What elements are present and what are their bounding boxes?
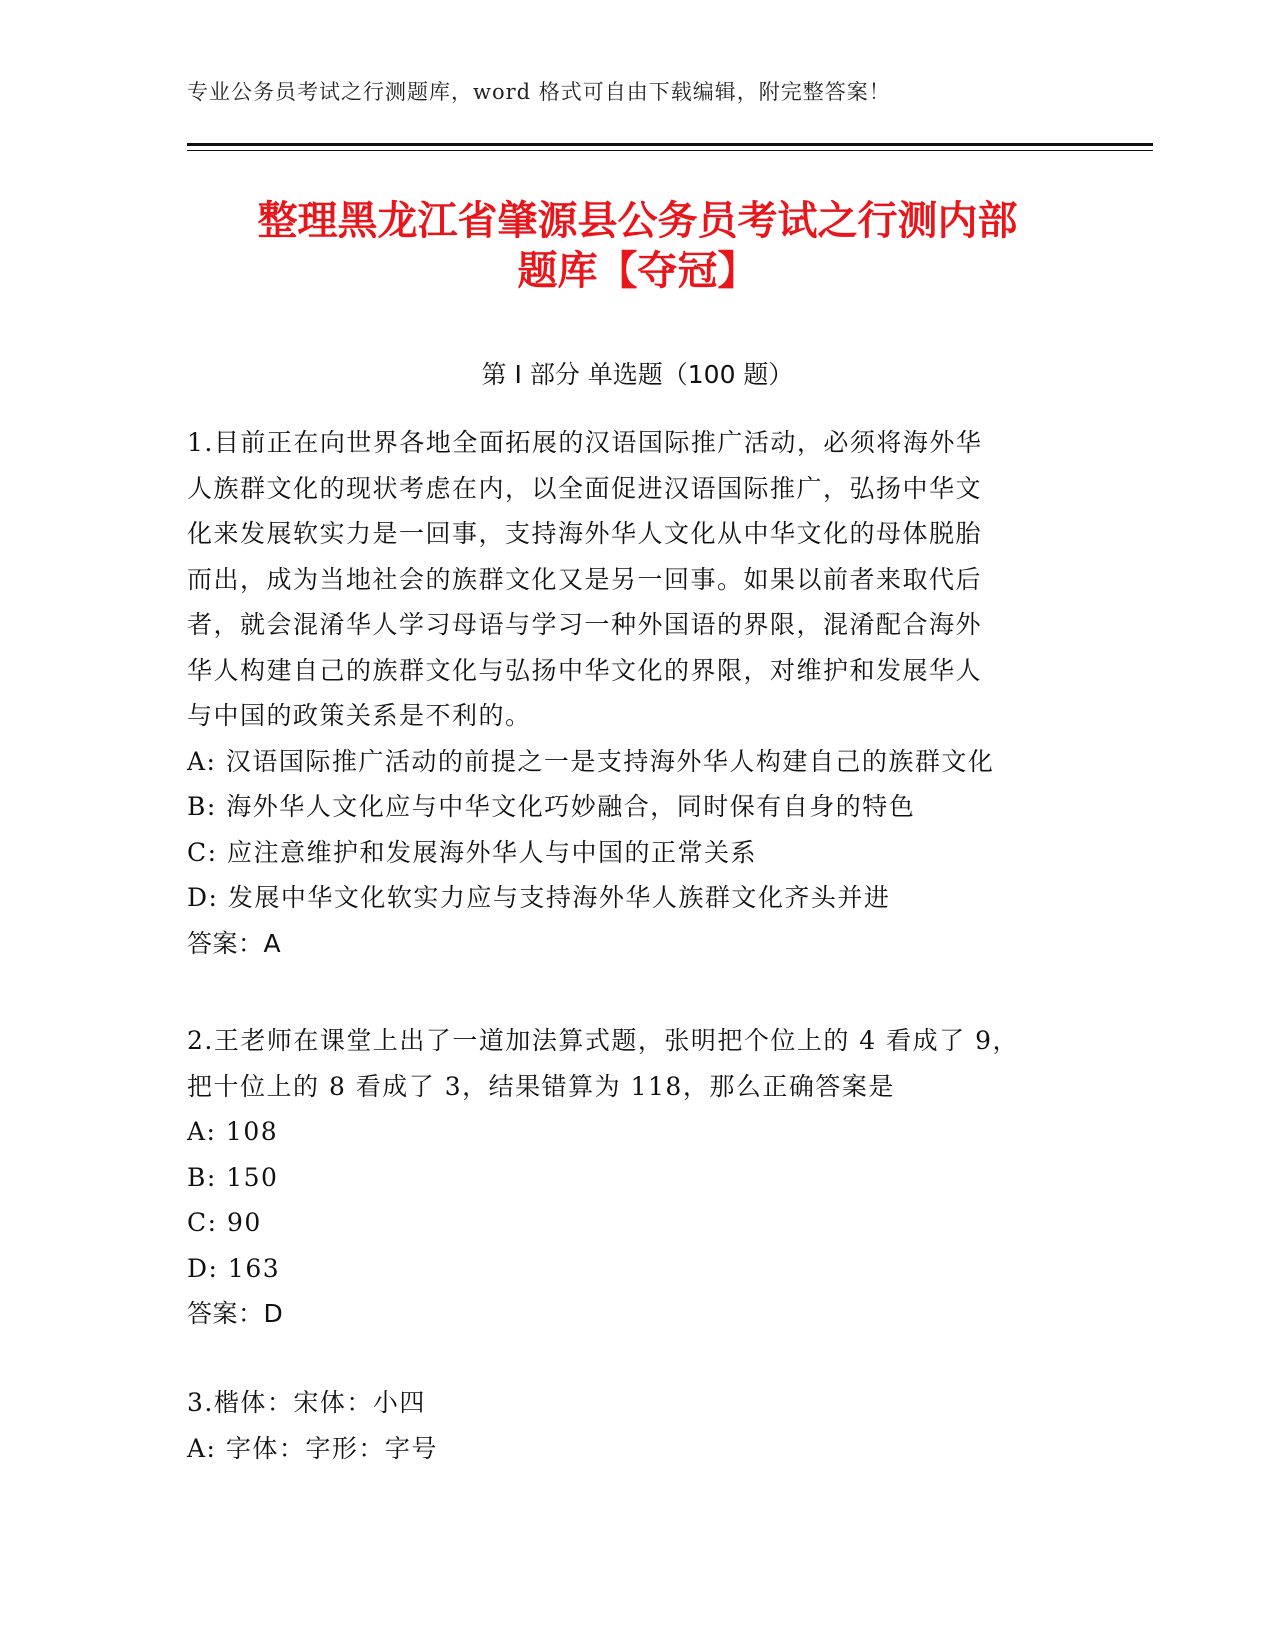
question-1-stem-line: 华人构建自己的族群文化与弘扬中华文化的界限，对维护和发展华人 bbox=[187, 655, 983, 685]
question-1-stem-line: 者，就会混淆华人学习母语与学习一种外国语的界限，混淆配合海外 bbox=[187, 610, 983, 639]
question-2-stem-line: 把十位上的 8 看成了 3，结果错算为 118，那么正确答案是 bbox=[187, 1071, 895, 1101]
question-1-answer: 答案：A bbox=[187, 928, 282, 958]
question-2-option-c: C: 90 bbox=[187, 1208, 262, 1237]
question-1-stem-line: 化来发展软实力是一回事，支持海外华人文化从中华文化的母体脱胎 bbox=[187, 519, 983, 548]
question-3-option-a: A: 字体：字形：字号 bbox=[187, 1433, 438, 1463]
question-3-stem-line: 3.楷体：宋体：小四 bbox=[187, 1388, 426, 1417]
header-divider-thin bbox=[187, 150, 1153, 151]
question-2-option-a: A: 108 bbox=[187, 1117, 279, 1146]
question-2-answer: 答案：D bbox=[187, 1299, 284, 1328]
document-title-line-1: 整理黑龙江省肇源县公务员考试之行测内部 bbox=[257, 198, 1018, 244]
question-2-stem-line: 2.王老师在课堂上出了一道加法算式题，张明把个位上的 4 看成了 9， bbox=[187, 1026, 1020, 1055]
section-title: 第 I 部分 单选题（100 题） bbox=[481, 360, 794, 389]
question-1-stem-line: 1.目前正在向世界各地全面拓展的汉语国际推广活动，必须将海外华 bbox=[187, 428, 983, 457]
header-note: 专业公务员考试之行测题库，word 格式可自由下载编辑，附完整答案！ bbox=[187, 80, 891, 104]
header-divider-thick bbox=[187, 143, 1153, 146]
question-1-stem-line: 与中国的政策关系是不利的。 bbox=[187, 701, 532, 730]
document-title-line-2: 题库【夺冠】 bbox=[517, 248, 758, 294]
question-1-stem-line: 而出，成为当地社会的族群文化又是另一回事。如果以前者来取代后 bbox=[187, 564, 983, 594]
question-1-option-d: D: 发展中华文化软实力应与支持海外华人族群文化齐头并进 bbox=[187, 883, 891, 912]
document-title bbox=[150, 196, 1125, 296]
question-1-option-c: C: 应注意维护和发展海外华人与中国的正常关系 bbox=[187, 837, 757, 867]
question-2-option-d: D: 163 bbox=[187, 1253, 281, 1283]
question-1-option-b: B: 海外华人文化应与中华文化巧妙融合，同时保有自身的特色 bbox=[187, 792, 916, 821]
question-1 bbox=[187, 420, 1087, 966]
question-3 bbox=[187, 1380, 1087, 1471]
question-1-option-a: A: 汉语国际推广活动的前提之一是支持海外华人构建自己的族群文化 bbox=[187, 746, 995, 776]
question-2 bbox=[187, 1018, 1087, 1337]
question-1-stem-line: 人族群文化的现状考虑在内，以全面促进汉语国际推广，弘扬中华文 bbox=[187, 473, 983, 503]
question-2-option-b: B: 150 bbox=[187, 1162, 279, 1192]
